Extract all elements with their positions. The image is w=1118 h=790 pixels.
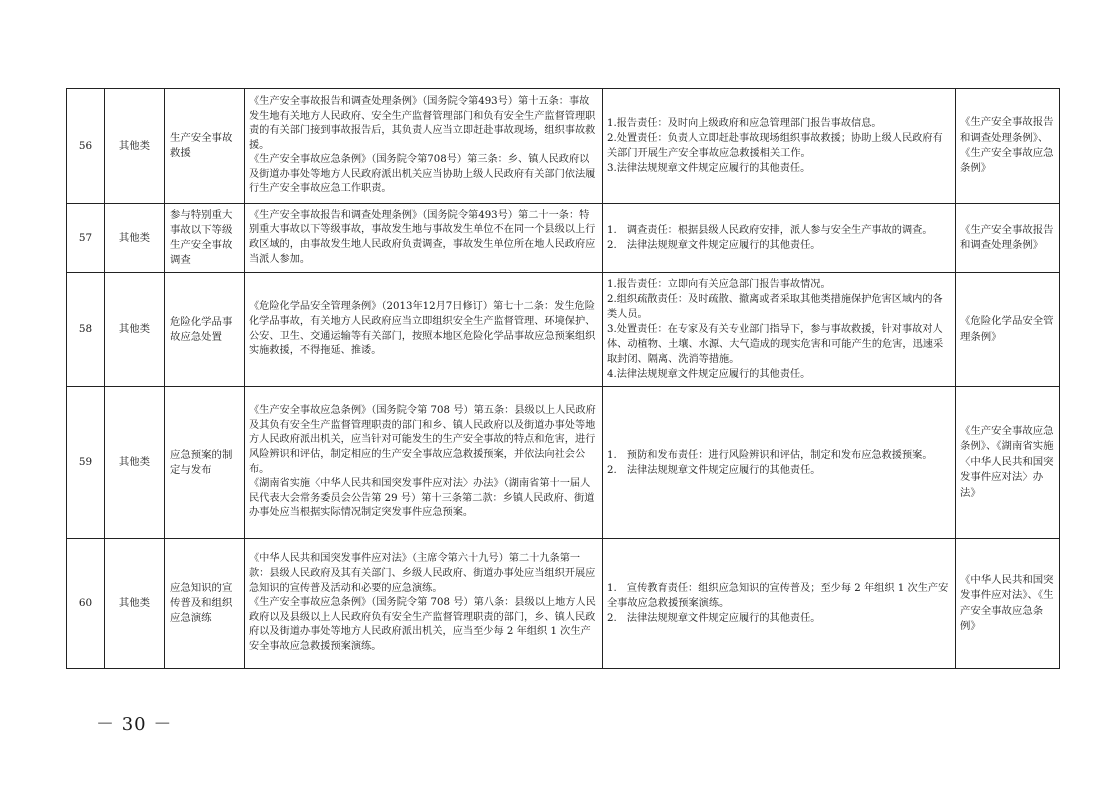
- responsibility-item: 3.法律法规规章文件规定应履行的其他责任。: [607, 163, 811, 174]
- row-number: 60: [67, 539, 105, 669]
- row-responsibilities: [603, 89, 956, 204]
- row-responsibilities: [603, 273, 956, 387]
- responsibility-item: 1.报告责任：立即向有关应急部门报告事故情况。: [607, 279, 831, 290]
- row-category: 其他类: [105, 204, 165, 273]
- row-legal-basis: [245, 387, 603, 539]
- table-row: [67, 539, 1060, 669]
- row-number: 58: [67, 273, 105, 387]
- responsibility-item: 1. 宣传教育责任：组织应急知识的宣传普及；至少每 2 年组织 1 次生产安全事故应急救援预案演练。: [607, 583, 949, 609]
- row-laws: 《生产安全事故应急条例》、《湖南省实施〈中华人民共和国突发事件应对法〉办法》: [956, 387, 1060, 539]
- table-row: [67, 204, 1060, 273]
- row-responsibilities: [603, 387, 956, 539]
- basis-paragraph: 《生产安全事故报告和调查处理条例》（国务院令第493号）第十五条：事故发生地有关地方人民政府、安全生产监督管理部门和负有安全生产监督管理职责的有关部门接到事故报告后，其负责人应当立即赶赴事故现场，组织事故救援。: [249, 95, 596, 151]
- row-number: 57: [67, 204, 105, 273]
- basis-paragraph: 《湖南省实施〈中华人民共和国突发事件应对法〉办法》（湖南省第十一届人民代表大会常务委员会公告第 29 号）第十三条第二款：乡镇人民政府、街道办事处应当根据实际情况制定突发事件应急预案。: [249, 478, 595, 519]
- responsibility-item: 3.处置责任：在专家及有关专业部门指导下，参与事故救援，针对事故对人体、动植物、土壤、水源、大气造成的现实危害和可能产生的危害，迅速采取封闭、隔离、洗消等措施。: [607, 324, 944, 365]
- row-item-name: 危险化学品事故应急处置: [165, 273, 245, 387]
- basis-paragraph: 《生产安全事故应急条例》（国务院令第 708 号）第八条：县级以上地方人民政府以及县级以上人民政府负有安全生产监督管理职责的部门，乡、镇人民政府以及街道办事处等地方人民政府派出机关，应当至少每 2 年组织 1 次生产安全事故应急救援预案演练。: [249, 597, 596, 652]
- row-laws: 《生产安全事故报告和调查处理条例》: [956, 204, 1060, 273]
- row-laws: 《危险化学品安全管理条例》: [956, 273, 1060, 387]
- row-legal-basis: [245, 273, 603, 387]
- table-row: [67, 89, 1060, 204]
- row-number: 59: [67, 387, 105, 539]
- row-responsibilities: [603, 204, 956, 273]
- basis-paragraph: 《危险化学品安全管理条例》（2013年12月7日修订）第七十二条：发生危险化学品事故，有关地方人民政府应当立即组织安全生产监督管理、环境保护、公安、卫生、交通运输等有关部门，按照本地区危险化学品事故应急预案组织实施救援，不得拖延、推诿。: [249, 301, 596, 357]
- basis-paragraph: 《生产安全事故应急条例》（国务院令第708号）第三条：乡、镇人民政府以及街道办事处等地方人民政府派出机关应当协助上级人民政府有关部门依法履行生产安全事故应急工作职责。: [249, 154, 596, 195]
- table-row: [67, 387, 1060, 539]
- responsibility-item: 2. 法律法规规章文件规定应履行的其他责任。: [607, 464, 821, 476]
- row-legal-basis: [245, 204, 603, 273]
- row-laws: 《中华人民共和国突发事件应对法》、《生产安全事故应急条例》: [956, 539, 1060, 669]
- row-item-name: 参与特别重大事故以下等级生产安全事故调查: [165, 204, 245, 273]
- table-row: [67, 273, 1060, 387]
- row-laws: 《生产安全事故报告和调查处理条例》、《生产安全事故应急条例》: [956, 89, 1060, 204]
- responsibility-item: 1.报告责任：及时向上级政府和应急管理部门报告事故信息。: [607, 118, 882, 129]
- row-responsibilities: [603, 539, 956, 669]
- row-item-name: 生产安全事故救援: [165, 89, 245, 204]
- responsibility-item: 1. 预防和发布责任：进行风险辨识和评估，制定和发布应急救援预案。: [607, 449, 933, 461]
- responsibility-item: 2. 法律法规规章文件规定应履行的其他责任。: [607, 240, 821, 251]
- responsibility-item: 1. 调查责任：根据县级人民政府安排，派人参与安全生产事故的调查。: [607, 225, 933, 236]
- row-legal-basis: [245, 89, 603, 204]
- page-number: － 30 －: [96, 714, 173, 735]
- row-category: 其他类: [105, 273, 165, 387]
- responsibility-item: 2. 法律法规规章文件规定应履行的其他责任。: [607, 613, 821, 624]
- row-category: 其他类: [105, 387, 165, 539]
- responsibility-item: 4.法律法规规章文件规定应履行的其他责任。: [607, 369, 811, 380]
- responsibility-item: 2.处置责任：负责人立即赶赴事故现场组织事故救援；协助上级人民政府有关部门开展生产安全事故应急救援相关工作。: [607, 133, 943, 159]
- row-category: 其他类: [105, 89, 165, 204]
- row-number: 56: [67, 89, 105, 204]
- responsibility-item: 2.组织疏散责任：及时疏散、撤离或者采取其他类措施保护危害区域内的各类人员。: [607, 294, 943, 320]
- row-legal-basis: [245, 539, 603, 669]
- basis-paragraph: 《生产安全事故报告和调查处理条例》（国务院令第493号）第二十一条：特别重大事故以下等级事故，事故发生地与事故发生单位不在同一个县级以上行政区域的，由事故发生地人民政府负责调查，事故发生单位所在地人民政府应当派人参加。: [249, 209, 596, 265]
- responsibility-table: [66, 88, 1060, 669]
- row-item-name: 应急预案的制定与发布: [165, 387, 245, 539]
- row-category: 其他类: [105, 539, 165, 669]
- basis-paragraph: 《中华人民共和国突发事件应对法》（主席令第六十九号）第二十九条第一款：县级人民政府及其有关部门、乡级人民政府、街道办事处应当组织开展应急知识的宣传普及活动和必要的应急演练。: [249, 553, 596, 594]
- basis-paragraph: 《生产安全事故应急条例》（国务院令第 708 号）第五条：县级以上人民政府及其负有安全生产监督管理职责的部门和乡、镇人民政府以及街道办事处等地方人民政府派出机关，应当针对可能发生的生产安全事故的特点和危害，进行风险辨识和评估，制定相应的生产安全事故应急救援预案，并依法向社会公布。: [249, 405, 596, 475]
- row-item-name: 应急知识的宣传普及和组织应急演练: [165, 539, 245, 669]
